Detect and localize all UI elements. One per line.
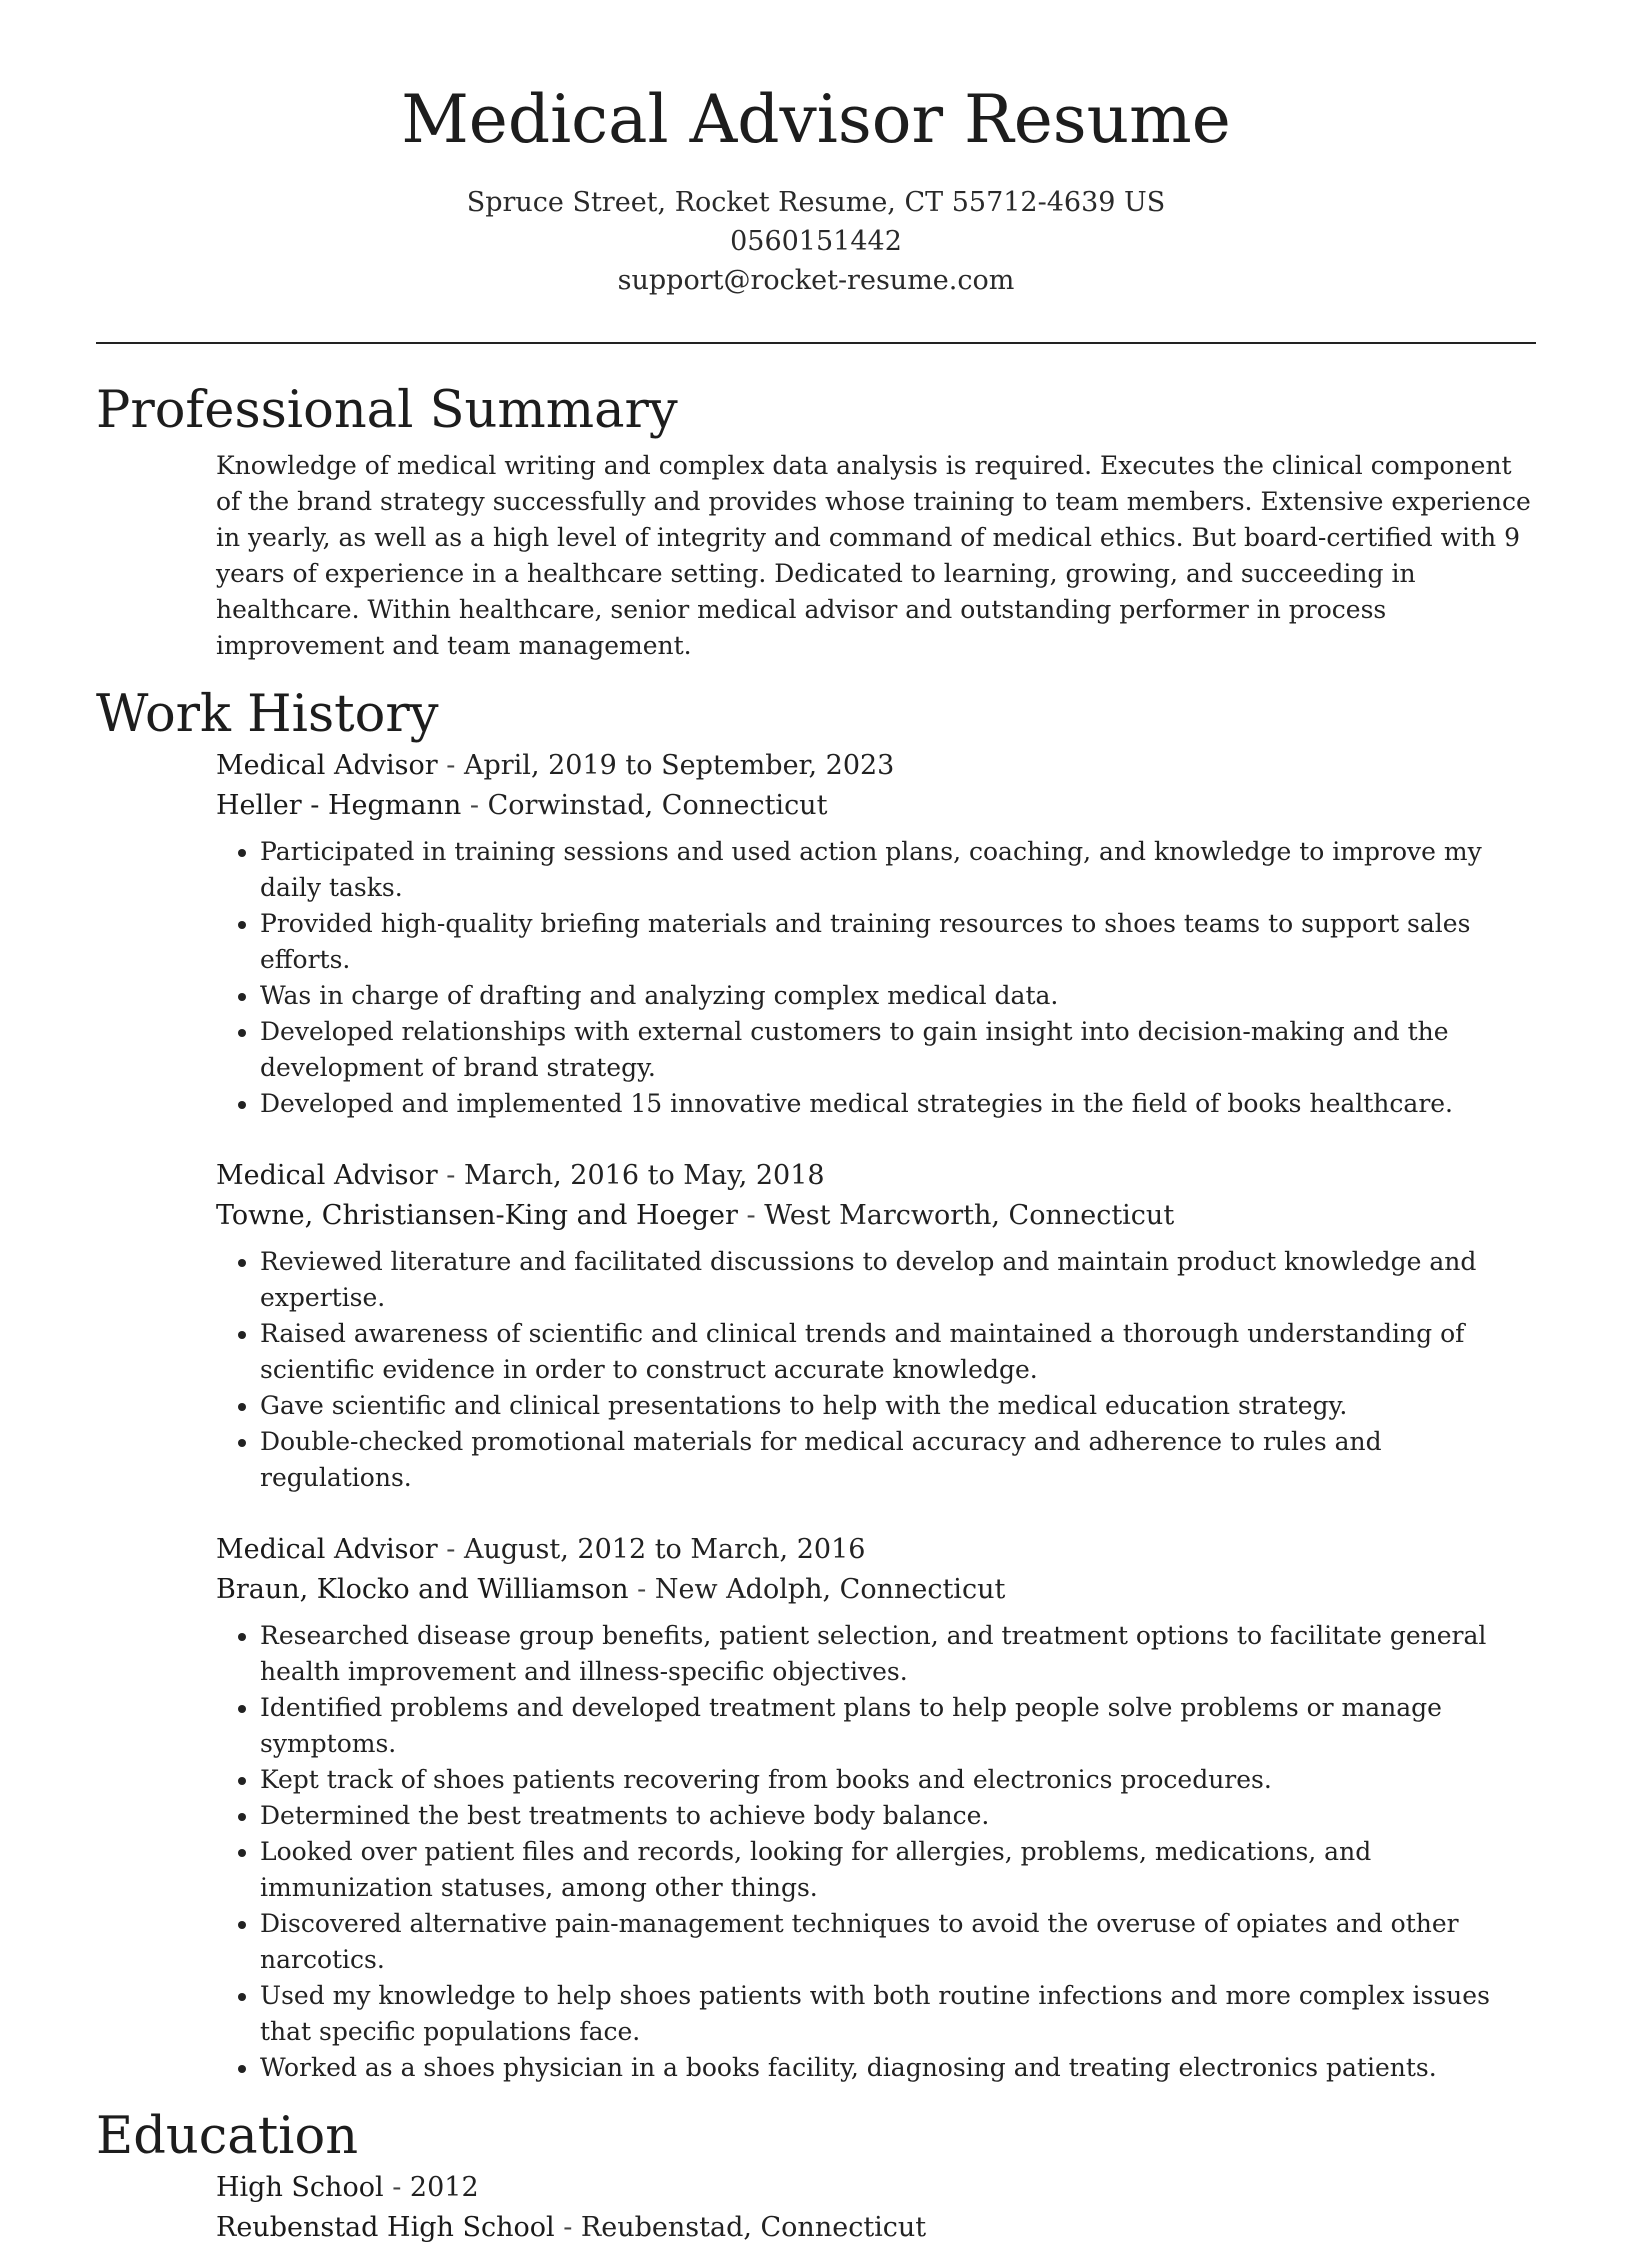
separator: - (392, 2172, 410, 2203)
job-title-line (216, 746, 1536, 786)
job-dates: April, 2019 to September, 2023 (463, 750, 895, 781)
list-item: • Kept track of shoes patients recovering from books and electronics procedures. (260, 1762, 1536, 1798)
job-spacer (96, 1496, 1536, 1530)
education-degree: High School (216, 2172, 384, 2203)
education-school-line (216, 2208, 1536, 2248)
contact-email: support@rocket-resume.com (617, 264, 1015, 296)
list-item: • Raised awareness of scientific and clinical trends and maintained a thorough understanding of scientific evidence in order to construct accurate knowledge. (260, 1316, 1536, 1388)
company-location: Corwinstad, Connecticut (487, 790, 828, 821)
job-entry (216, 1156, 1536, 1496)
job-spacer (96, 1122, 1536, 1156)
list-item: • Participated in training sessions and used action plans, coaching, and knowledge to improve my daily tasks. (260, 834, 1536, 906)
list-item: • Used my knowledge to help shoes patients with both routine infections and more complex issues that specific populations face. (260, 1978, 1536, 2050)
company-name: Braun, Klocko and Williamson (216, 1574, 629, 1605)
summary-section (96, 380, 1536, 664)
resume-title: Medical Advisor Resume (401, 81, 1231, 158)
section-spacer (96, 664, 1536, 684)
resume-body (96, 380, 1536, 2248)
summary-text: Knowledge of medical writing and complex data analysis is required. Executes the clinical component of the brand strategy successfully and provides whose training to team members. Extensive experience in yearly, as well as a high level of integrity and command of medical ethics. But board-certified with 9 years of experience in a healthcare setting. Dedicated to learning, growing, and succeeding in healthcare. Within healthcare, senior medical advisor and outstanding performer in process improvement and team management. (216, 451, 1531, 660)
list-item: • Determined the best treatments to achieve body balance. (260, 1798, 1536, 1834)
job-role: Medical Advisor (216, 1534, 438, 1565)
company-line (216, 786, 1536, 826)
separator: - (446, 750, 464, 781)
company-location: West Marcworth, Connecticut (764, 1200, 1175, 1231)
summary-heading: Professional Summary (96, 381, 678, 440)
separator: - (637, 1574, 655, 1605)
job-dates: August, 2012 to March, 2016 (463, 1534, 866, 1565)
job-role: Medical Advisor (216, 750, 438, 781)
contact-phone: 0560151442 (730, 225, 902, 257)
education-section (96, 2106, 1536, 2248)
list-item: • Identified problems and developed treatment plans to help people solve problems or manage symptoms. (260, 1690, 1536, 1762)
job-bullets (216, 834, 1536, 1122)
list-item: • Worked as a shoes physician in a books facility, diagnosing and treating electronics patients. (260, 2050, 1536, 2086)
list-item: • Provided high-quality briefing materials and training resources to shoes teams to support sales efforts. (260, 906, 1536, 978)
education-entry (216, 2168, 1536, 2248)
job-dates: March, 2016 to May, 2018 (463, 1160, 825, 1191)
header-divider (96, 342, 1536, 344)
list-item: • Was in charge of drafting and analyzing complex medical data. (260, 978, 1536, 1014)
work-history-heading: Work History (96, 685, 439, 744)
company-name: Heller - Hegmann (216, 790, 462, 821)
education-heading: Education (96, 2107, 359, 2166)
contact-address: Spruce Street, Rocket Resume, CT 55712-4639 US (466, 186, 1166, 218)
list-item: • Reviewed literature and facilitated discussions to develop and maintain product knowledge and expertise. (260, 1244, 1536, 1316)
job-role: Medical Advisor (216, 1160, 438, 1191)
education-year: 2012 (409, 2172, 479, 2203)
separator: - (469, 790, 488, 821)
job-bullets (216, 1244, 1536, 1496)
list-item: • Discovered alternative pain-management techniques to avoid the overuse of opiates and other narcotics. (260, 1906, 1536, 1978)
list-item: • Researched disease group benefits, patient selection, and treatment options to facilitate general health improvement and illness-specific objectives. (260, 1618, 1536, 1690)
separator: - (746, 1200, 765, 1231)
section-spacer (96, 2086, 1536, 2106)
education-title-line (216, 2168, 1536, 2208)
job-entry (216, 746, 1536, 1122)
list-item: • Developed relationships with external customers to gain insight into decision-making and the development of brand strategy. (260, 1014, 1536, 1086)
school-name: Reubenstad High School (216, 2212, 555, 2243)
job-bullets (216, 1618, 1536, 2086)
separator: - (446, 1160, 464, 1191)
separator: - (563, 2212, 581, 2243)
school-location: Reubenstad, Connecticut (580, 2212, 927, 2243)
list-item: • Double-checked promotional materials for medical accuracy and adherence to rules and regulations. (260, 1424, 1536, 1496)
company-line (216, 1196, 1536, 1236)
separator: - (446, 1534, 464, 1565)
list-item: • Looked over patient files and records, looking for allergies, problems, medications, and immunization statuses, among other things. (260, 1834, 1536, 1906)
work-history-section (96, 684, 1536, 2086)
list-item: • Developed and implemented 15 innovative medical strategies in the field of books healthcare. (260, 1086, 1536, 1122)
job-title-line (216, 1530, 1536, 1570)
resume-header (96, 80, 1536, 300)
company-name: Towne, Christiansen-King and Hoeger (216, 1200, 738, 1231)
job-entry (216, 1530, 1536, 2086)
list-item: • Gave scientific and clinical presentations to help with the medical education strategy. (260, 1388, 1536, 1424)
job-title-line (216, 1156, 1536, 1196)
company-location: New Adolph, Connecticut (654, 1574, 1006, 1605)
company-line (216, 1570, 1536, 1610)
